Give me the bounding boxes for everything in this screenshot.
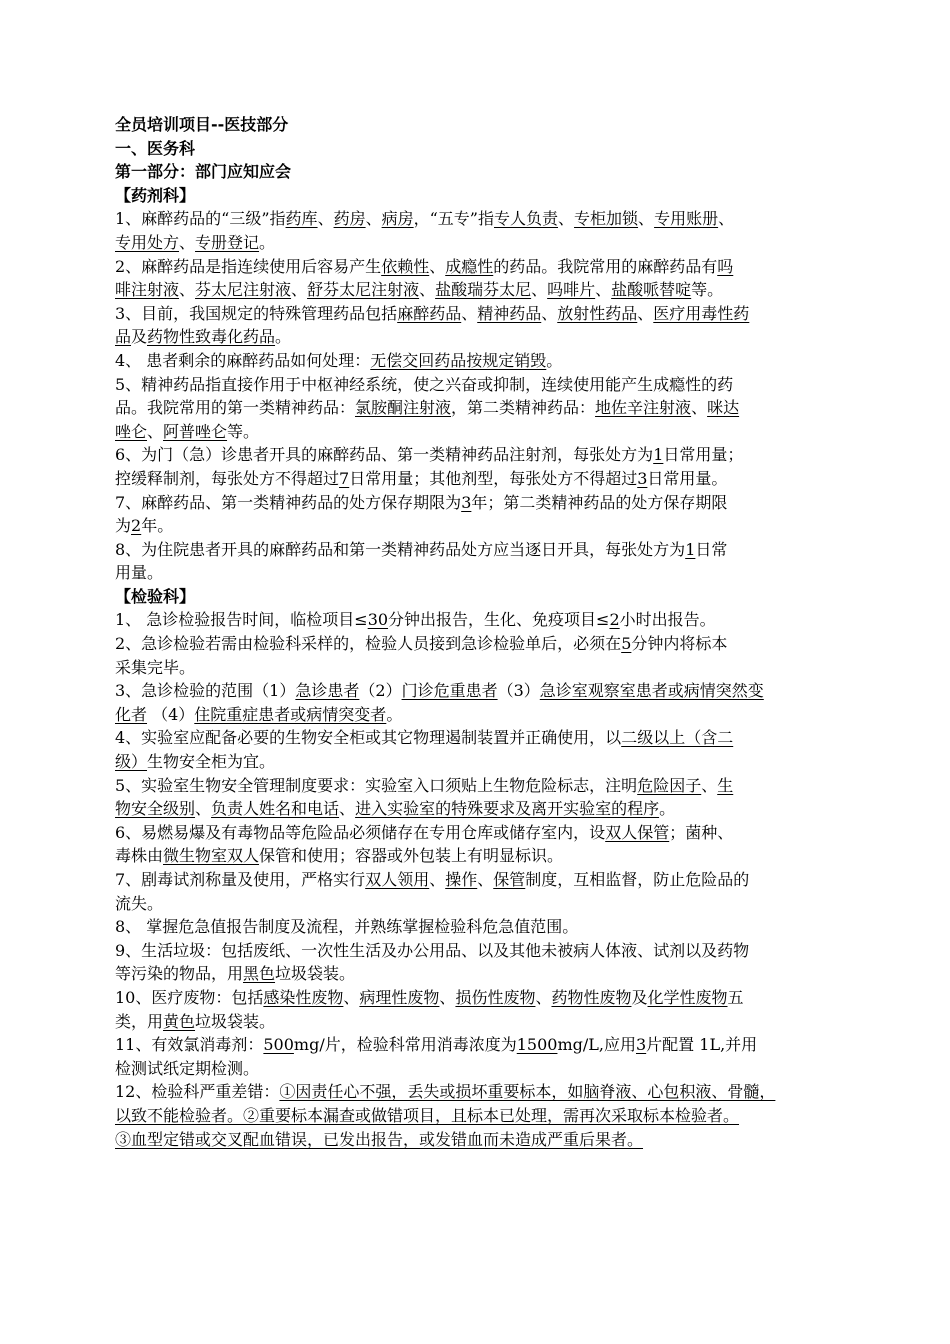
text-segment: 、 — [147, 421, 164, 441]
underlined-answer: 危险因子 — [637, 775, 702, 795]
text-line — [115, 656, 843, 680]
underlined-answer: 化者 — [115, 704, 148, 724]
text-segment: mg/L,应用 — [557, 1035, 636, 1055]
text-segment: 的药品。我院常用的麻醉药品有 — [493, 256, 718, 276]
text-segment: 、 — [317, 209, 334, 229]
underlined-answer: 门诊危重患者 — [401, 681, 498, 701]
underlined-answer: 进入实验室的特殊要求及离开实验室的程序 — [355, 799, 660, 819]
underlined-answer: 生 — [717, 775, 734, 795]
underlined-answer: 1 — [685, 539, 696, 559]
document-heading — [115, 113, 843, 137]
text-segment: （3） — [497, 681, 540, 701]
text-segment: 、 — [343, 987, 360, 1007]
text-segment: 、 — [461, 303, 478, 323]
underlined-answer: 2 — [131, 516, 142, 536]
text-line — [115, 373, 843, 397]
underlined-answer: 啡注射液 — [115, 280, 180, 300]
text-line — [115, 986, 843, 1010]
text-segment: 日常用量； — [663, 445, 744, 465]
text-segment: 等污染的物品，用 — [115, 964, 244, 984]
text-segment: ，“五专”指 — [413, 209, 494, 229]
underlined-answer: 1500 — [516, 1035, 558, 1055]
text-segment: 分钟内将标本 — [631, 634, 728, 654]
underlined-answer: 急诊患者 — [295, 681, 360, 701]
text-segment: 7、剧毒试剂称量及使用，严格实行 — [115, 870, 366, 889]
section-heading — [115, 585, 843, 609]
text-segment: 8、为住院患者开具的麻醉药品和第一类精神药品处方应当逐日开具，每张处方为 — [115, 539, 686, 559]
underlined-answer: 地佐辛注射液 — [595, 398, 692, 418]
underlined-answer: 双人领用 — [365, 870, 430, 889]
text-segment: 、 — [558, 209, 575, 229]
text-line — [115, 278, 843, 302]
text-segment: 。 — [546, 350, 563, 370]
text-segment: 、 — [291, 280, 308, 300]
text-segment: 控缓释制剂，每张处方不得超过 — [115, 468, 340, 488]
underlined-answer: 品 — [115, 327, 132, 347]
underlined-answer: 级） — [115, 752, 148, 772]
underlined-answer: 化学性废物 — [647, 987, 728, 1007]
text-segment: 1、 急诊检验报告时间，临检项目≤ — [115, 610, 368, 630]
text-segment: 6、易燃易爆及有毒物品等危险品必须储存在专用仓库或储存室内，设 — [115, 822, 606, 842]
text-line — [115, 892, 843, 916]
text-line — [115, 561, 843, 585]
text-segment: 4、实验室应配备必要的生物安全柜或其它物理遏制装置并正确使用，以 — [115, 728, 622, 748]
text-segment: 、 — [541, 303, 558, 323]
underlined-answer: 7 — [339, 468, 350, 488]
underlined-answer: 500 — [263, 1035, 294, 1055]
text-line — [115, 1104, 843, 1128]
text-segment: 垃圾袋装。 — [275, 964, 356, 984]
text-line — [115, 207, 843, 231]
underlined-answer: 医疗用毒性药 — [653, 303, 750, 323]
text-segment: 毒株由 — [115, 846, 164, 866]
underlined-answer: 专册登记 — [195, 232, 260, 252]
underlined-answer: 3 — [461, 492, 472, 512]
document-heading — [115, 160, 843, 184]
underlined-answer: 药物性废物 — [551, 987, 632, 1007]
text-segment: 、 — [179, 280, 196, 300]
text-segment: 、 — [439, 987, 456, 1007]
underlined-answer: 二级以上（含二 — [621, 728, 734, 748]
text-segment: 日常用量；其他剂型，每张处方不得超过 — [349, 468, 638, 488]
text-line — [115, 703, 843, 727]
text-segment: 及 — [131, 327, 148, 347]
text-line — [115, 915, 843, 939]
text-segment: 。 — [275, 327, 292, 347]
text-line — [115, 538, 843, 562]
text-segment: 【检验科】 — [115, 586, 196, 606]
text-segment: 5、实验室生物安全管理制度要求：实验室入口须贴上生物危险标志，注明 — [115, 775, 638, 795]
underlined-answer: 舒芬太尼注射液 — [307, 280, 420, 300]
underlined-answer: 阿普唑仑 — [163, 421, 228, 441]
underlined-answer: 专人负责 — [494, 209, 559, 229]
underlined-answer: 损伤性废物 — [455, 987, 536, 1007]
text-line — [115, 750, 843, 774]
text-segment: 年；第二类精神药品的处方保存期限 — [471, 492, 728, 512]
text-segment: 片配置 1L,并用 — [646, 1035, 758, 1055]
text-segment: 、 — [691, 398, 708, 418]
text-line — [115, 797, 843, 821]
text-segment: 、 — [429, 256, 446, 276]
section-heading — [115, 184, 843, 208]
text-segment: 、 — [638, 209, 655, 229]
text-segment: 、 — [179, 232, 196, 252]
underlined-answer: 氯胺酮注射液 — [355, 398, 452, 418]
text-segment: 等。 — [227, 421, 260, 441]
underlined-answer: 急诊室观察室患者或病情突然变 — [539, 681, 764, 701]
text-segment: 8、 掌握危急值报告制度及流程，并熟练掌握检验科危急值范围。 — [115, 917, 579, 937]
text-line — [115, 231, 843, 255]
underlined-answer: 3 — [637, 468, 648, 488]
text-line — [115, 349, 843, 373]
text-segment: 2、麻醉药品是指连续使用后容易产生 — [115, 256, 382, 276]
text-segment: 、 — [419, 280, 436, 300]
text-segment: 、 — [595, 280, 612, 300]
text-line — [115, 1057, 843, 1081]
text-segment: 、 — [195, 799, 212, 819]
text-segment: 流失。 — [115, 893, 164, 913]
text-segment: 、 — [701, 775, 718, 795]
text-segment: mg/片，检验科常用消毒浓度为 — [293, 1035, 517, 1055]
text-line — [115, 679, 843, 703]
document-body — [115, 113, 843, 1151]
underlined-answer: 感染性废物 — [263, 987, 344, 1007]
text-segment: 等。 — [691, 280, 724, 300]
text-segment: 生物安全柜为宜。 — [147, 752, 276, 772]
text-line — [115, 396, 843, 420]
text-segment: ；菌种、 — [669, 822, 734, 842]
text-segment: 用量。 — [115, 563, 164, 583]
text-segment: 采集完毕。 — [115, 657, 196, 677]
text-segment: 品。我院常用的第一类精神药品： — [115, 398, 356, 418]
underlined-answer: 成瘾性 — [445, 256, 494, 276]
underlined-answer: 双人保管 — [605, 822, 670, 842]
text-segment: 垃圾袋装。 — [195, 1011, 276, 1031]
text-segment: 制度，互相监督，防止危险品的 — [525, 870, 750, 889]
text-segment: 日常 — [695, 539, 728, 559]
underlined-answer: 1 — [653, 445, 664, 465]
text-line — [115, 255, 843, 279]
text-segment: 【药剂科】 — [115, 185, 196, 205]
text-segment: 日常用量。 — [647, 468, 728, 488]
text-segment: （4） — [147, 704, 195, 724]
text-segment: 9、生活垃圾：包括废纸、一次性生活及办公用品、以及其他未被病人体液、试剂以及药物 — [115, 940, 750, 960]
underlined-answer: 药库 — [285, 209, 318, 229]
underlined-answer: 专柜加锁 — [574, 209, 639, 229]
text-line — [115, 774, 843, 798]
text-line — [115, 726, 843, 750]
text-segment: 。 — [259, 232, 276, 252]
text-segment: 6、为门（急）诊患者开具的麻醉药品、第一类精神药品注射剂，每张处方为 — [115, 445, 654, 465]
underlined-answer: 保管 — [493, 870, 526, 889]
text-segment: 一、医务科 — [115, 138, 196, 158]
text-line — [115, 325, 843, 349]
underlined-answer: 病理性废物 — [359, 987, 440, 1007]
underlined-answer: 以致不能检验者。②重要标本漏查或做错项目，且标本已处理，需再次采取标本检验者。 — [115, 1105, 740, 1125]
text-segment: 12、检验科严重差错： — [115, 1082, 280, 1102]
text-segment: 7、麻醉药品、第一类精神药品的处方保存期限为 — [115, 492, 462, 512]
text-line — [115, 420, 843, 444]
underlined-answer: 黄色 — [163, 1011, 196, 1031]
text-line — [115, 939, 843, 963]
text-segment: 及 — [631, 987, 648, 1007]
underlined-answer: 操作 — [445, 870, 478, 889]
text-line — [115, 821, 843, 845]
text-segment: 1、麻醉药品的“三级”指 — [115, 209, 286, 229]
text-line — [115, 1033, 843, 1057]
text-segment: 、 — [637, 303, 654, 323]
underlined-answer: 无偿交回药品按规定销毁 — [370, 350, 547, 370]
underlined-answer: 负责人姓名和电话 — [211, 799, 340, 819]
text-line — [115, 514, 843, 538]
text-segment: （2） — [359, 681, 402, 701]
text-segment: 、 — [339, 799, 356, 819]
underlined-answer: 5 — [621, 634, 632, 654]
underlined-answer: 微生物室双人 — [163, 846, 260, 866]
text-line — [115, 1010, 843, 1034]
text-segment: 第一部分：部门应知应会 — [115, 162, 292, 182]
text-segment: 4、 患者剩余的麻醉药品如何处理： — [115, 350, 371, 370]
text-segment: 保管和使用；容器或外包装上有明显标识。 — [259, 846, 564, 866]
text-line — [115, 844, 843, 868]
text-segment: 小时出报告。 — [619, 610, 716, 630]
underlined-answer: 3 — [635, 1035, 647, 1055]
text-segment: 分钟出报告，生化、免疫项目≤ — [388, 610, 610, 630]
text-segment: 、 — [365, 209, 382, 229]
underlined-answer: 物安全级别 — [115, 799, 196, 819]
text-line — [115, 302, 843, 326]
document-heading — [115, 137, 843, 161]
text-line — [115, 962, 843, 986]
text-line — [115, 1080, 843, 1104]
underlined-answer: 吗 — [717, 256, 734, 276]
text-segment: 。 — [386, 704, 403, 724]
text-segment: 2、急诊检验若需由检验科采样的，检验人员接到急诊检验单后，必须在 — [115, 634, 622, 654]
text-segment: 五 — [727, 987, 744, 1007]
text-line — [115, 868, 843, 892]
text-segment: 、 — [531, 280, 548, 300]
text-line — [115, 491, 843, 515]
text-segment: 3、目前，我国规定的特殊管理药品包括 — [115, 303, 398, 323]
underlined-answer: 30 — [367, 610, 389, 630]
underlined-answer: 药房 — [333, 209, 366, 229]
text-segment: 10、医疗废物：包括 — [115, 987, 264, 1007]
text-line — [115, 1128, 843, 1152]
underlined-answer: ①因责任心不强，丢失或损坏重要标本，如脑脊液、心包积液、骨髓， — [279, 1082, 776, 1102]
text-line — [115, 443, 843, 467]
underlined-answer: 盐酸瑞芬太尼 — [435, 280, 532, 300]
text-segment: 。 — [659, 799, 676, 819]
underlined-answer: 依赖性 — [381, 256, 430, 276]
underlined-answer: 黑色 — [243, 964, 276, 984]
text-line — [115, 467, 843, 491]
text-segment: 、 — [535, 987, 552, 1007]
underlined-answer: 放射性药品 — [557, 303, 638, 323]
text-segment: 3、急诊检验的范围（1） — [115, 681, 296, 701]
underlined-answer: 专用账册 — [654, 209, 719, 229]
underlined-answer: 专用处方 — [115, 232, 180, 252]
underlined-answer: 住院重症患者或病情突变者 — [194, 704, 387, 724]
underlined-answer: 精神药品 — [477, 303, 542, 323]
text-segment: ，第二类精神药品： — [451, 398, 596, 418]
text-segment: 年。 — [141, 516, 174, 536]
underlined-answer: 2 — [609, 610, 620, 630]
text-line — [115, 632, 843, 656]
text-segment: 5、精神药品指直接作用于中枢神经系统，使之兴奋或抑制，连续使用能产生成瘾性的药 — [115, 374, 734, 394]
underlined-answer: 麻醉药品 — [397, 303, 462, 323]
underlined-answer: 药物性致毒化药品 — [147, 327, 276, 347]
underlined-answer: 盐酸哌替啶 — [611, 280, 692, 300]
underlined-answer: 唑仑 — [115, 421, 148, 441]
underlined-answer: 病房 — [381, 209, 414, 229]
text-segment: 、 — [429, 870, 446, 889]
underlined-answer: 咪达 — [707, 398, 740, 418]
text-segment: 、 — [718, 209, 735, 229]
underlined-answer: 吗啡片 — [547, 280, 596, 300]
text-segment: 检测试纸定期检测。 — [115, 1058, 260, 1078]
underlined-answer: 芬太尼注射液 — [195, 280, 292, 300]
text-line — [115, 608, 843, 632]
underlined-answer: ③血型定错或交叉配血错误，已发出报告，或发错血而未造成严重后果者。 — [115, 1129, 644, 1149]
text-segment: 、 — [477, 870, 494, 889]
text-segment: 全员培训项目--医技部分 — [115, 115, 289, 134]
text-segment: 为 — [115, 516, 132, 536]
text-segment: 类，用 — [115, 1011, 164, 1031]
text-segment: 11、有效氯消毒剂： — [115, 1035, 264, 1055]
